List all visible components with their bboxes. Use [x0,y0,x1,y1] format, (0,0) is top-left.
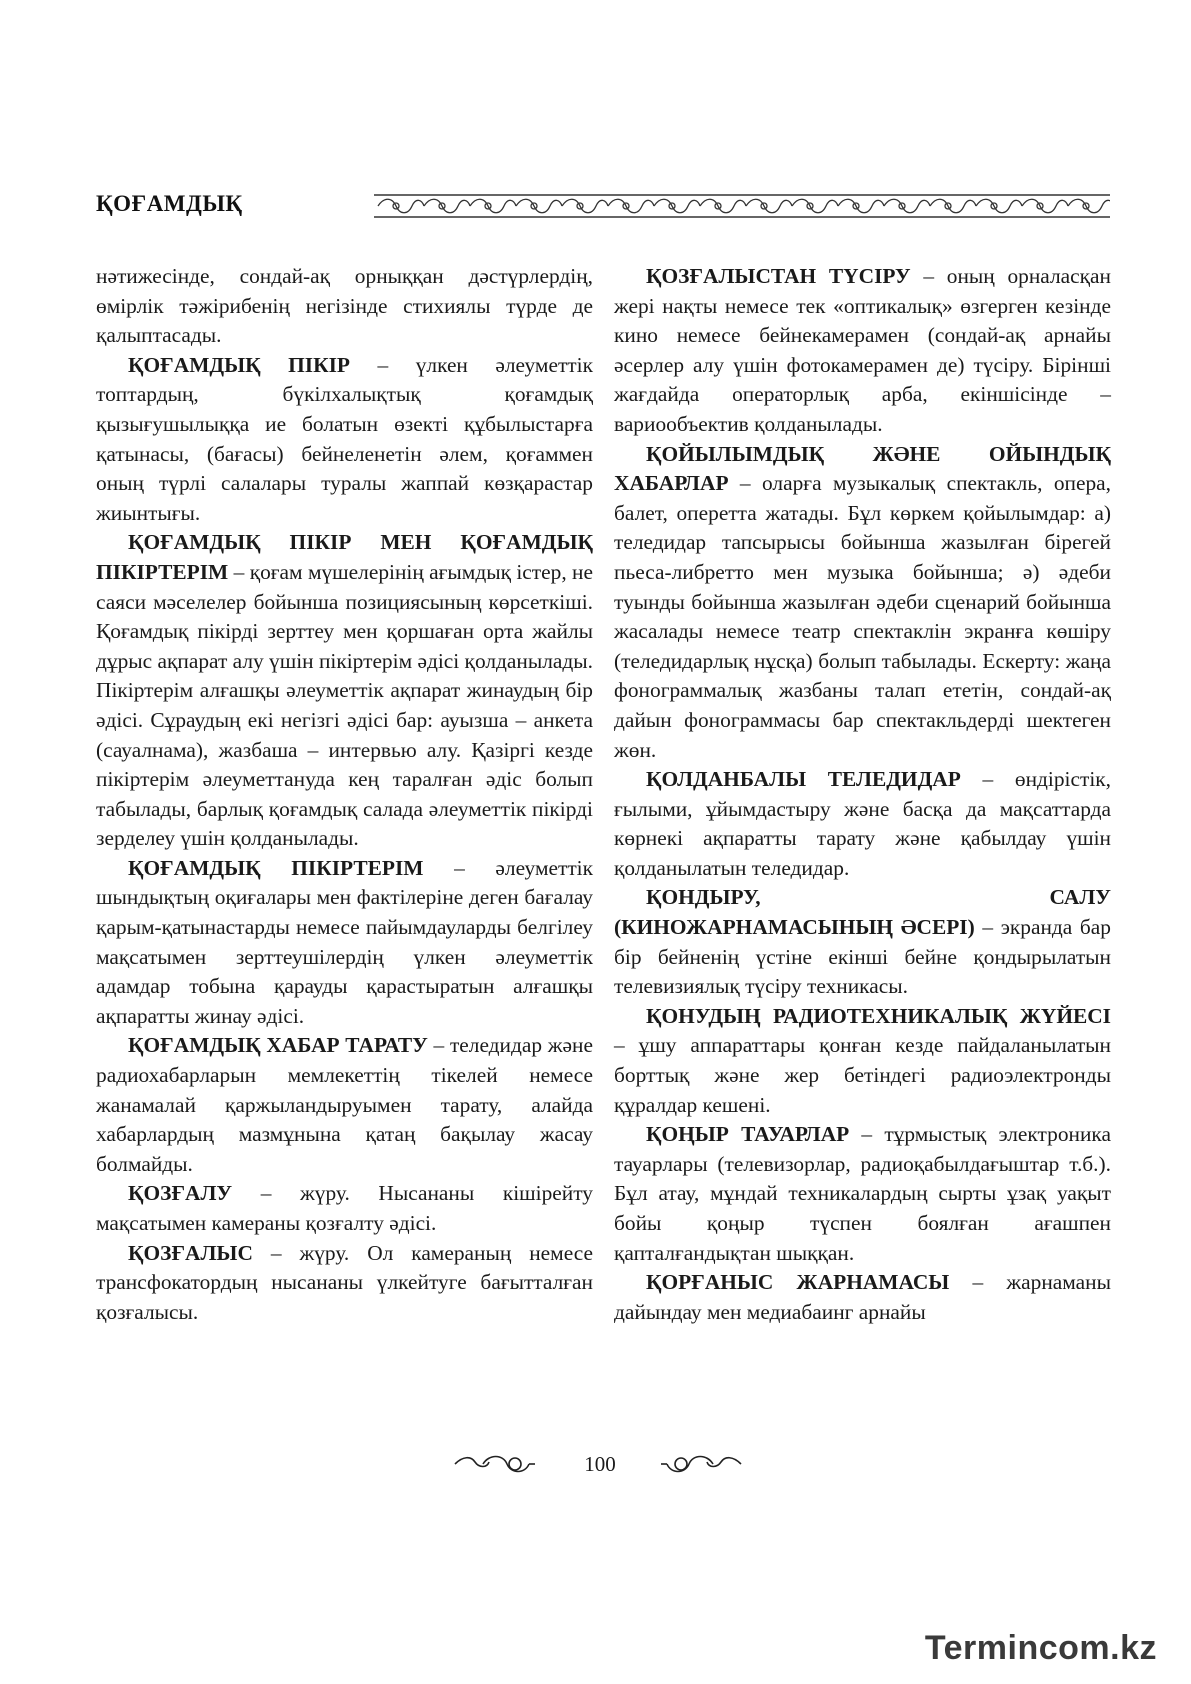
dictionary-entry [96,1179,593,1238]
entry-definition: – экранда бар бір бейненің үстіне екінші бейне қондырылатын телевизиялық түсіру техникасы. [614,915,1111,999]
entry-term: ҚОЗҒАЛУ [128,1181,233,1206]
entry-definition: – үлкен әлеуметтік топтардың, бүкілхалықтық қоғамдық қызығушылыққа ие болатын өзекті құбылыстарға қатынасы, (бағасы) бейнеленетін әлем, қоғаммен оның түрлі салалары туралы жаппай көзқарастар жиынтығы. [96,352,593,525]
dictionary-entry [96,528,593,854]
entry-term: ҚОНДЫРУ, САЛУ (КИНОЖАРНАМАСЫНЫҢ ӘСЕРІ) [614,885,1111,940]
entry-term: ҚОЗҒАЛЫС [128,1240,253,1265]
entry-term: ҚОНУДЫҢ РАДИОТЕХНИКАЛЫҚ ЖҮЙЕСІ [646,1003,1111,1028]
entry-term: ҚОЙЫЛЫМДЫҚ ЖӘНЕ ОЙЫНДЫҚ ХАБАРЛАР [614,441,1111,496]
entry-definition: – теледидар және радиохабарларын мемлекеттің тікелей немесе жанамалай қаржыландыруымен тарату, алайда хабарлардың мазмұнына қатаң бақылау жасау болмайды. [96,1033,593,1176]
watermark: Termincom.kz [924,1629,1157,1667]
page-number: 100 [584,1452,616,1476]
entry-definition: – тұрмыстық электроника тауарлары (телевизорлар, радиоқабылдағыштар т.б.). Бұл атау, мұндай техникалардың сырты ұзақ уақыт бойы қоңыр түспен боялған ағашпен қапталғандықтан шыққан. [614,1122,1111,1265]
right-column [614,262,1111,1327]
dictionary-entry [614,883,1111,1001]
dictionary-entry [614,1002,1111,1120]
entry-term: ҚОҒАМДЫҚ ПІКІР [128,352,350,377]
entry-term: ҚОҒАМДЫҚ ХАБАР ТАРАТУ [128,1033,428,1058]
entry-definition: – жарнаманы дайындау мен медиабаинг арнайы [614,1270,1111,1324]
dictionary-entry [96,1031,593,1179]
entry-definition: – өндірістік, ғылыми, ұйымдастыру және басқа да мақсаттарда көрнекі ақпаратты тарату және қабылдау үшін қолданылатын теледидар. [614,767,1112,880]
entry-term: ҚОҒАМДЫҚ ПІКІР МЕН ҚОҒАМДЫҚ ПІКІРТЕРІМ [96,530,593,584]
entry-definition: – ұшу аппараттары қонған кезде пайдаланылатын борттық және жер бетіндегі радиоэлектронды құралдар кешені. [614,1033,1111,1117]
entry-definition: – оның орналасқан жері нақты немесе тек «оптикалық» өзгерген кезінде кино немесе бейнекамерамен (сондай-ақ арнайы әсерлер алу үшін фотокамерамен де) түсіру. Бірінші жағдайда операторлық арба, екіншісінде – вариообъектив қолданылады. [614,264,1111,436]
entry-definition: нәтижесінде, сондай-ақ орныққан дәстүрлердің, өмірлік тәжірибенің негізінде стихиялы түрде де қалыптасады. [96,264,593,348]
entry-term: ҚОЗҒАЛЫСТАН ТҮСІРУ [646,264,911,288]
footer-ornament-right [659,1452,743,1476]
dictionary-entry [96,351,593,529]
dictionary-entry [614,1120,1111,1268]
entry-definition: – әлеуметтік шындықтың оқиғалары мен фактілеріне деген бағалау қарым-қатынастарды немесе пайымдауларды белгілеу мақсатымен зерттеушілердің үлкен әлеуметтік адамдар тобына қарауды қарастыратын алғашқы ақпаратты жинау әдісі. [96,855,594,1028]
entry-term: ҚОҒАМДЫҚ ПІКІРТЕРІМ [128,855,424,880]
dictionary-entry [96,1239,593,1328]
dictionary-entry [96,262,593,351]
section-title: ҚОҒАМДЫҚ [96,191,243,216]
entry-term: ҚОЛДАНБАЛЫ ТЕЛЕДИДАР [646,767,961,792]
entry-definition: – жүру. Нысананы кішірейту мақсатымен камераны қозғалту әдісі. [96,1181,593,1235]
entry-definition: – жүру. Ол камераның немесе трансфокатордың нысананы үлкейтуге бағытталған қозғалысы. [96,1240,593,1324]
dictionary-entry [96,854,593,1032]
footer-ornament-left [453,1452,537,1476]
dictionary-entry [614,1268,1111,1327]
dictionary-entry [614,262,1111,440]
entry-definition: – оларға музыкалық спектакль, опера, балет, оперетта жатады. Бұл көркем қойылымдар: а) теледидар тапсырысы бойынша жазылған бірегей пьеса-либретто мен музыка бойынша; ә) әдеби туынды бойынша жазылған әдеби сценарий бойынша жасалады немесе театр спектаклін экранға көшіру (теледидарлық нұсқа) болып табылады. Ескерту: жаңа фонограммалық жазбаны талап ететін, сондай-ақ дайын фонограммасы бар спектакльдерді шектеген жөн. [614,471,1111,762]
dictionary-entry [614,765,1111,883]
entry-term: ҚОРҒАНЫС ЖАРНАМАСЫ [646,1270,950,1295]
decorative-border-ornament [374,192,1110,220]
dictionary-entry [614,440,1111,766]
entry-term: ҚОҢЫР ТАУАРЛАР [646,1122,850,1147]
left-column [96,262,593,1327]
entry-definition: – қоғам мүшелерінің ағымдық істер, не саяси мәселелер бойынша позициясының көрсеткіші. Қоғамдық пікірді зерттеу мен қоршаған орта жайлы дұрыс ақпарат алу үшін пікіртерім әдісі қолданылады. Пікіртерім алғашқы әлеуметтік ақпарат жинаудың бір әдісі. Сұраудың екі негізгі әдісі бар: ауызша – анкета (сауалнама), жазбаша – интервью алу. Қазіргі кезде пікіртерім әлеуметтануда кең таралған әдіс болып табылады, барлық қоғамдық салада әлеуметтік пікірді зерделеу үшін қолданылады. [96,559,594,851]
